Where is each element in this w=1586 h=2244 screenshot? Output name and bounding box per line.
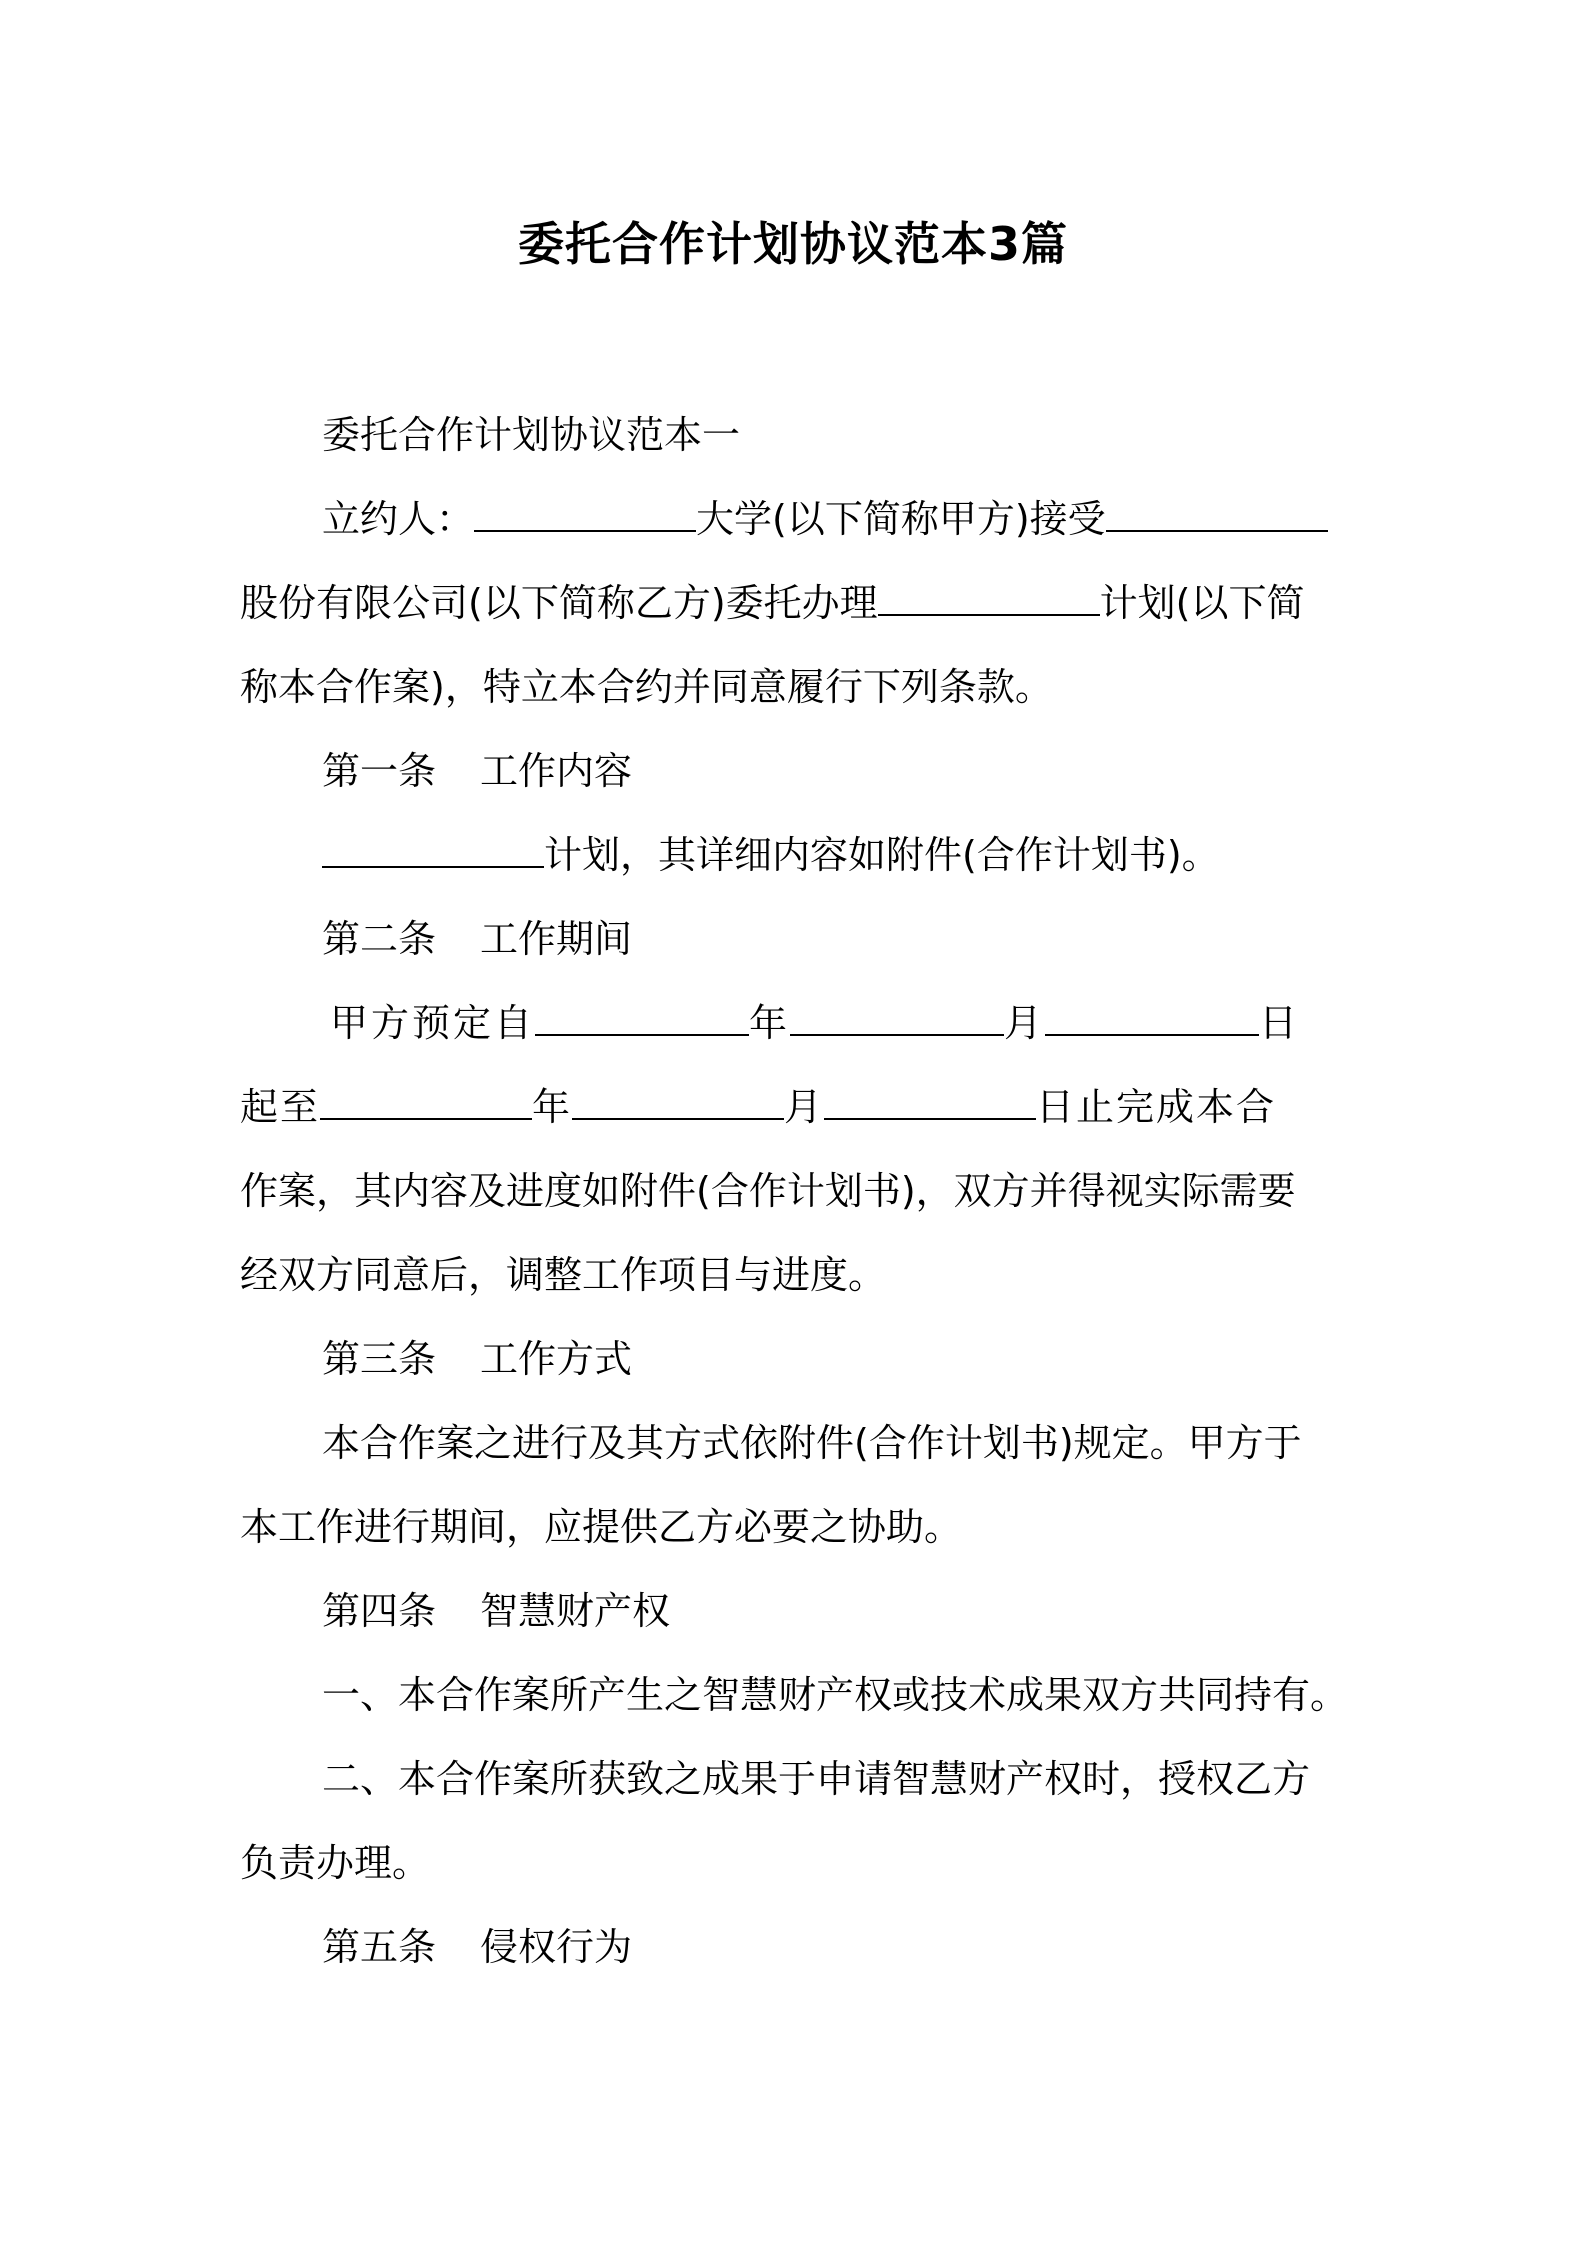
article-number: 第二条 <box>322 917 437 961</box>
article-4-paragraph-1: 一、本合作案所产生之智慧财产权或技术成果双方共同持有。 <box>322 1673 1349 1717</box>
article-text: 日止完成本合 <box>1036 1085 1277 1129</box>
article-title: 工作方式 <box>480 1337 633 1381</box>
intro-line-2 <box>240 578 1304 628</box>
article-text: 日 <box>1259 1001 1301 1045</box>
blank-field <box>320 1084 532 1120</box>
article-title: 智慧财产权 <box>480 1589 671 1633</box>
article-number: 第四条 <box>322 1589 437 1633</box>
article-2-line-4: 经双方同意后，调整工作项目与进度。 <box>240 1253 887 1297</box>
blank-field <box>824 1084 1036 1120</box>
article-2-line-2 <box>240 1082 1276 1132</box>
article-3-heading <box>322 1334 632 1384</box>
blank-field <box>878 580 1100 616</box>
intro-text: 计划(以下简 <box>1099 581 1305 625</box>
intro-line-3: 称本合作案)，特立本合约并同意履行下列条款。 <box>240 665 1053 709</box>
article-text: 甲方预定自 <box>330 1001 536 1045</box>
article-title: 工作期间 <box>480 917 633 961</box>
article-2-heading <box>322 914 632 964</box>
article-title: 侵权行为 <box>480 1925 633 1969</box>
article-2-line-1 <box>330 998 1300 1048</box>
article-text: 年 <box>749 1001 791 1045</box>
article-text: 月 <box>1004 1001 1046 1045</box>
article-number: 第五条 <box>322 1925 437 1969</box>
article-text: 计划，其详细内容如附件(合作计划书)。 <box>544 833 1220 877</box>
intro-text: 大学(以下简称甲方)接受 <box>696 497 1106 541</box>
article-5-heading <box>322 1922 632 1972</box>
intro-line-1 <box>322 494 1328 544</box>
intro-text: 股份有限公司(以下简称乙方)委托办理 <box>240 581 878 625</box>
blank-field <box>790 1000 1004 1036</box>
article-number: 第一条 <box>322 749 437 793</box>
blank-field <box>322 832 544 868</box>
article-text: 年 <box>532 1085 573 1129</box>
blank-field <box>1045 1000 1259 1036</box>
article-3-line-1: 本合作案之进行及其方式依附件(合作计划书)规定。甲方于 <box>322 1421 1302 1465</box>
article-4-paragraph-2-line-1: 二、本合作案所获致之成果于申请智慧财产权时，授权乙方 <box>322 1757 1311 1801</box>
article-number: 第三条 <box>322 1337 437 1381</box>
article-4-paragraph-2-line-2: 负责办理。 <box>240 1841 431 1885</box>
article-2-line-3: 作案，其内容及进度如附件(合作计划书)，双方并得视实际需要 <box>240 1169 1296 1213</box>
section-subtitle: 委托合作计划协议范本一 <box>322 413 741 457</box>
article-1-heading <box>322 746 632 796</box>
blank-field <box>474 496 696 532</box>
article-text: 月 <box>784 1085 825 1129</box>
article-title: 工作内容 <box>480 749 633 793</box>
document-title: 委托合作计划协议范本3篇 <box>517 217 1068 271</box>
article-3-line-2: 本工作进行期间，应提供乙方必要之协助。 <box>240 1505 963 1549</box>
article-4-heading <box>322 1586 670 1636</box>
blank-field <box>535 1000 749 1036</box>
blank-field <box>1106 496 1328 532</box>
article-1-line-1 <box>322 830 1220 880</box>
article-text: 起至 <box>240 1085 321 1129</box>
intro-text: 立约人： <box>322 497 475 541</box>
blank-field <box>572 1084 784 1120</box>
